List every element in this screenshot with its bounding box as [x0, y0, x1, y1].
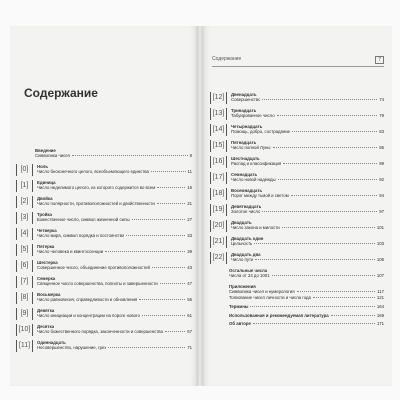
right-page	[202, 26, 392, 386]
toc-entry-title: Единица	[37, 180, 56, 185]
toc-entry-body	[37, 228, 192, 239]
toc-leader-dots	[272, 275, 375, 276]
toc-entry-line	[37, 329, 192, 334]
toc-entry-line	[231, 257, 384, 262]
toc-entry-body	[229, 268, 384, 279]
toc-entry-line	[229, 295, 384, 300]
toc-entry	[210, 268, 384, 280]
toc-entry-body	[231, 172, 384, 183]
toc-entry	[16, 292, 192, 304]
toc-leader-dots	[132, 219, 186, 220]
toc-entry-page: 55	[187, 297, 192, 303]
toc-entry-page: 11	[187, 169, 192, 175]
toc-entry-subtitle: Совершенное число, объединение противоположностей	[37, 265, 150, 271]
toc-entry-body	[37, 180, 192, 191]
toc-entry-subtitle: Число пути	[231, 257, 254, 263]
toc-leader-dots	[160, 283, 186, 284]
toc-entry-subtitle: Число закона и милости	[231, 225, 280, 231]
toc-entry-line	[231, 129, 384, 134]
toc-leader-dots	[142, 315, 185, 316]
toc-leader-dots	[157, 203, 185, 204]
toc-leader-dots	[250, 306, 374, 307]
toc-entry-number: [8]	[16, 292, 33, 304]
toc-entry-number: [20]	[210, 220, 227, 232]
toc-entry-number: [1]	[16, 180, 33, 192]
toc-entry-subtitle: Число инициации и концентрации на пороге нового	[37, 313, 140, 319]
toc-leader-dots	[105, 251, 185, 252]
toc-entry-plain	[229, 313, 384, 318]
toc-entry-page: 106	[376, 257, 384, 263]
toc-entry-subtitle: Число человека и квинтэссенции	[37, 249, 104, 255]
toc-entry-title: Тройка	[37, 212, 52, 217]
toc-entry-body	[231, 204, 384, 215]
toc-entry-page: 164	[376, 304, 384, 310]
toc-entry	[16, 276, 192, 288]
toc-entry-body	[37, 164, 192, 175]
toc-entry-number: [0]	[16, 164, 33, 176]
toc-entry-page: 171	[376, 321, 384, 327]
toc-entry-title: Введение	[35, 148, 56, 153]
toc-leader-dots	[108, 347, 185, 348]
toc-entry-number	[16, 148, 31, 160]
toc-entry-body	[37, 260, 192, 271]
toc-leader-dots	[292, 131, 377, 132]
toc-entry-page: 94	[379, 193, 384, 199]
toc-leader-dots	[165, 331, 185, 332]
toc-entry-page: 39	[187, 249, 192, 255]
toc-entry-page: 92	[379, 177, 384, 183]
toc-entry-line	[231, 161, 384, 166]
toc-entry-body	[231, 220, 384, 231]
toc-entry-title: Об авторе	[229, 321, 251, 327]
toc-entry-subtitle: Символика чисел и нумерология	[229, 289, 295, 295]
toc-entry-subtitle: Порог между тьмой и светом	[231, 193, 289, 199]
toc-entry-line	[37, 217, 192, 222]
toc-entry-title: Двадцать два	[231, 252, 261, 257]
toc-entry-page: 67	[187, 329, 192, 335]
toc-entry-body	[37, 244, 192, 255]
toc-leader-dots	[331, 315, 375, 316]
toc-leader-dots	[278, 179, 378, 180]
toc-entry-subtitle: Число полной Луны	[231, 145, 271, 151]
toc-entry-body	[231, 236, 384, 247]
toc-entry-number: [2]	[16, 196, 33, 208]
toc-entry-page: 85	[379, 145, 384, 151]
toc-entry-plain	[229, 321, 384, 326]
toc-entry-page: 97	[379, 209, 384, 215]
toc-entry-title: Остальные числа	[229, 268, 268, 273]
toc-leader-dots	[157, 187, 185, 188]
toc-entry	[210, 236, 384, 248]
toc-entry	[210, 140, 384, 152]
toc-entry	[16, 308, 192, 320]
toc-entry-subtitle: Число полярности, противоположностей и двойственности	[37, 201, 155, 207]
toc-entry	[210, 156, 384, 168]
toc-entry	[16, 244, 192, 256]
toc-entry-body	[231, 156, 384, 167]
toc-entry-subtitle: Число неделимого целого, из которого содержится во всем	[37, 185, 156, 191]
toc-entry-subtitle: Число мира, символ порядка и постоянства	[37, 233, 125, 239]
toc-entry-title: Одиннадцать	[37, 340, 66, 345]
toc-entry-title: Термины	[229, 304, 249, 310]
toc-leader-dots	[282, 227, 375, 228]
page-title: Содержание	[24, 86, 98, 100]
left-page	[10, 26, 198, 386]
toc-entry-body	[37, 308, 192, 319]
toc-leader-dots	[253, 323, 375, 324]
toc-entry-number: [21]	[210, 236, 227, 248]
running-header	[212, 56, 384, 67]
toc-entry-title: Приложения	[229, 284, 256, 289]
toc-entry-body	[231, 140, 384, 151]
toc-entry-title: Двенадцать	[231, 92, 257, 97]
toc-entry-body	[229, 284, 384, 300]
toc-entry-title: Тринадцать	[231, 108, 257, 113]
toc-leader-dots	[151, 171, 186, 172]
toc-entry-subtitle: Цельность	[231, 241, 253, 247]
toc-entry-subtitle: Толкование чисел личности и числа года	[229, 294, 311, 300]
toc-entry-page: 121	[376, 294, 384, 300]
toc-entry-body	[37, 212, 192, 223]
toc-leader-dots	[152, 267, 185, 268]
toc-entry-line	[231, 225, 384, 230]
running-header-title: Содержание	[212, 56, 242, 62]
toc-entry-body	[231, 252, 384, 263]
toc-entry-title: Восьмерка	[37, 292, 61, 297]
toc-leader-dots	[297, 291, 376, 292]
toc-entry-title: Двадцать	[231, 220, 252, 225]
toc-leader-dots	[139, 299, 185, 300]
toc-entry-number: [13]	[210, 108, 227, 120]
toc-entry-number: [3]	[16, 212, 33, 224]
toc-leader-dots	[277, 115, 378, 116]
toc-leader-dots	[126, 235, 185, 236]
toc-entry-title: Семерка	[37, 276, 56, 281]
toc-entry	[210, 252, 384, 264]
toc-leader-dots	[262, 99, 377, 100]
toc-entry-page: 107	[376, 273, 384, 279]
toc-entry-page: 15	[187, 185, 192, 191]
toc-entry-number: [18]	[210, 188, 227, 200]
toc-entry-line	[231, 209, 384, 214]
toc-entry-title: Семнадцать	[231, 172, 258, 177]
toc-entry	[16, 148, 192, 160]
toc-entry-subtitle: Совершенство	[231, 97, 261, 103]
toc-entry-subtitle: Число равновесия, справедливости и обновления	[37, 297, 138, 303]
toc-entry	[16, 164, 192, 176]
toc-entry-number: [9]	[16, 308, 33, 320]
toc-entry-page: 89	[379, 161, 384, 167]
toc-entry-page: 83	[379, 129, 384, 135]
toc-entry-body	[37, 292, 192, 303]
toc-entry-body	[37, 196, 192, 207]
toc-entry-title: Четверка	[37, 228, 57, 233]
left-toc-list	[16, 148, 192, 356]
toc-entry	[210, 188, 384, 200]
toc-entry-line	[231, 97, 384, 102]
toc-entry-line	[37, 249, 192, 254]
toc-leader-dots	[262, 211, 377, 212]
toc-entry	[16, 180, 192, 192]
toc-entry-page: 74	[379, 97, 384, 103]
toc-entry-body	[37, 324, 192, 335]
toc-entry-line	[37, 201, 192, 206]
toc-entry-line	[229, 273, 384, 278]
toc-entry-title: Двойка	[37, 196, 53, 201]
toc-leader-dots	[255, 259, 374, 260]
toc-entry-subtitle: Символика чисел	[35, 153, 70, 159]
toc-entry-number: [4]	[16, 228, 33, 240]
toc-entry-number: [12]	[210, 92, 227, 104]
toc-entry-number: [14]	[210, 124, 227, 136]
toc-entry-title: Пятнадцать	[231, 140, 257, 145]
toc-entry-number: [16]	[210, 156, 227, 168]
toc-entry-subtitle: Божественное число, символ жизненной силы	[37, 217, 130, 223]
toc-entry-page: 169	[376, 312, 384, 318]
toc-leader-dots	[72, 155, 188, 156]
toc-entry-line	[231, 177, 384, 182]
toc-entry-line	[37, 185, 192, 190]
toc-entry-subtitle: Помощь, добро, сострадание	[231, 129, 291, 135]
toc-entry-subtitle: Число бесконечного целого, всеобъемлющего единства	[37, 169, 149, 175]
toc-entry-page: 103	[376, 241, 384, 247]
toc-entry	[16, 260, 192, 272]
toc-entry	[16, 340, 192, 352]
toc-entry-line	[35, 153, 192, 158]
toc-entry-subtitle: Число новой надежды	[231, 177, 276, 183]
toc-entry-number: [6]	[16, 260, 33, 272]
toc-entry-line	[37, 297, 192, 302]
toc-entry-number: [11]	[16, 340, 33, 352]
toc-entry	[16, 228, 192, 240]
toc-entry-title: Десятка	[37, 324, 54, 329]
toc-entry-body	[37, 276, 192, 287]
toc-entry-body	[231, 188, 384, 199]
toc-entry-number: [17]	[210, 172, 227, 184]
toc-entry-line	[231, 113, 384, 118]
toc-entry-page: 27	[187, 217, 192, 223]
toc-entry-body	[231, 108, 384, 119]
toc-leader-dots	[254, 243, 375, 244]
toc-entry-page: 43	[187, 265, 192, 271]
toc-entry-body	[231, 92, 384, 103]
toc-entry-title: Шестнадцать	[231, 156, 260, 161]
toc-leader-dots	[313, 297, 375, 298]
toc-entry	[210, 108, 384, 120]
toc-entry-title: Девятка	[37, 308, 55, 313]
toc-entry-title: Шестерка	[37, 260, 58, 265]
toc-entry-line	[37, 169, 192, 174]
toc-entry-subtitle: Число божественного порядка, законченности и совершенства	[37, 329, 163, 335]
toc-entry	[210, 124, 384, 136]
toc-entry-subtitle: Табуированное число	[231, 113, 275, 119]
toc-entry-page: 101	[376, 225, 384, 231]
toc-entry	[16, 196, 192, 208]
toc-entry-number: [19]	[210, 204, 227, 216]
toc-entry	[16, 212, 192, 224]
toc-entry-title: Использованная и рекомендуемая литература	[229, 312, 329, 318]
toc-entry	[210, 220, 384, 232]
toc-entry-page: 61	[187, 313, 192, 319]
toc-entry-appendix	[210, 284, 384, 300]
toc-entry	[16, 324, 192, 336]
toc-entry-line	[37, 313, 192, 318]
toc-entry-title: Девятнадцать	[231, 204, 262, 209]
toc-entry-line	[231, 145, 384, 150]
toc-leader-dots	[291, 195, 378, 196]
toc-entry-plain	[229, 304, 384, 309]
toc-entry-subtitle: Священное число совершенства, полноты и завершенности	[37, 281, 158, 287]
toc-entry-title: Четырнадцать	[231, 124, 263, 129]
toc-entry-title: Ноль	[37, 164, 48, 169]
toc-entry-line	[37, 345, 192, 350]
toc-entry-line	[37, 265, 192, 270]
toc-entry-subtitle: Распад и классификация	[231, 161, 282, 167]
toc-entry-body	[37, 340, 192, 351]
toc-entry-page: 33	[187, 233, 192, 239]
toc-entry-subtitle: Числа от 24 до 1001	[229, 273, 270, 279]
toc-entry-number: [22]	[210, 252, 227, 264]
toc-entry-page: 71	[187, 345, 192, 351]
toc-entry	[210, 92, 384, 104]
toc-entry-title: Восемнадцать	[231, 188, 263, 193]
toc-entry-page: 8	[189, 153, 192, 159]
toc-leader-dots	[283, 163, 377, 164]
toc-entry-page: 79	[379, 113, 384, 119]
toc-entry-title: Пятерка	[37, 244, 55, 249]
toc-entry-number: [15]	[210, 140, 227, 152]
toc-entry-page: 21	[187, 201, 192, 207]
toc-entry-page: 117	[377, 289, 384, 295]
toc-entry-line	[37, 281, 192, 286]
toc-entry-subtitle: Несовершенство, нарушение, грех	[37, 345, 107, 351]
toc-entry-subtitle: Золотое число	[231, 209, 261, 215]
toc-entry-number: [7]	[16, 276, 33, 288]
toc-leader-dots	[273, 147, 378, 148]
running-header-page-number: 7	[375, 56, 384, 64]
toc-entry-title: Двадцать один	[231, 236, 264, 241]
toc-entry-body	[35, 148, 192, 159]
toc-entry-page: 47	[187, 281, 192, 287]
toc-entry	[210, 172, 384, 184]
toc-entry-number: [10]	[16, 324, 33, 336]
right-toc-list	[210, 92, 384, 329]
toc-entry	[210, 204, 384, 216]
toc-entry-line	[231, 193, 384, 198]
toc-entry-number	[210, 268, 225, 280]
toc-entry-number	[210, 284, 225, 296]
toc-entry-line	[231, 241, 384, 246]
toc-entry-number: [5]	[16, 244, 33, 256]
toc-entry-body	[231, 124, 384, 135]
toc-entry-line	[37, 233, 192, 238]
